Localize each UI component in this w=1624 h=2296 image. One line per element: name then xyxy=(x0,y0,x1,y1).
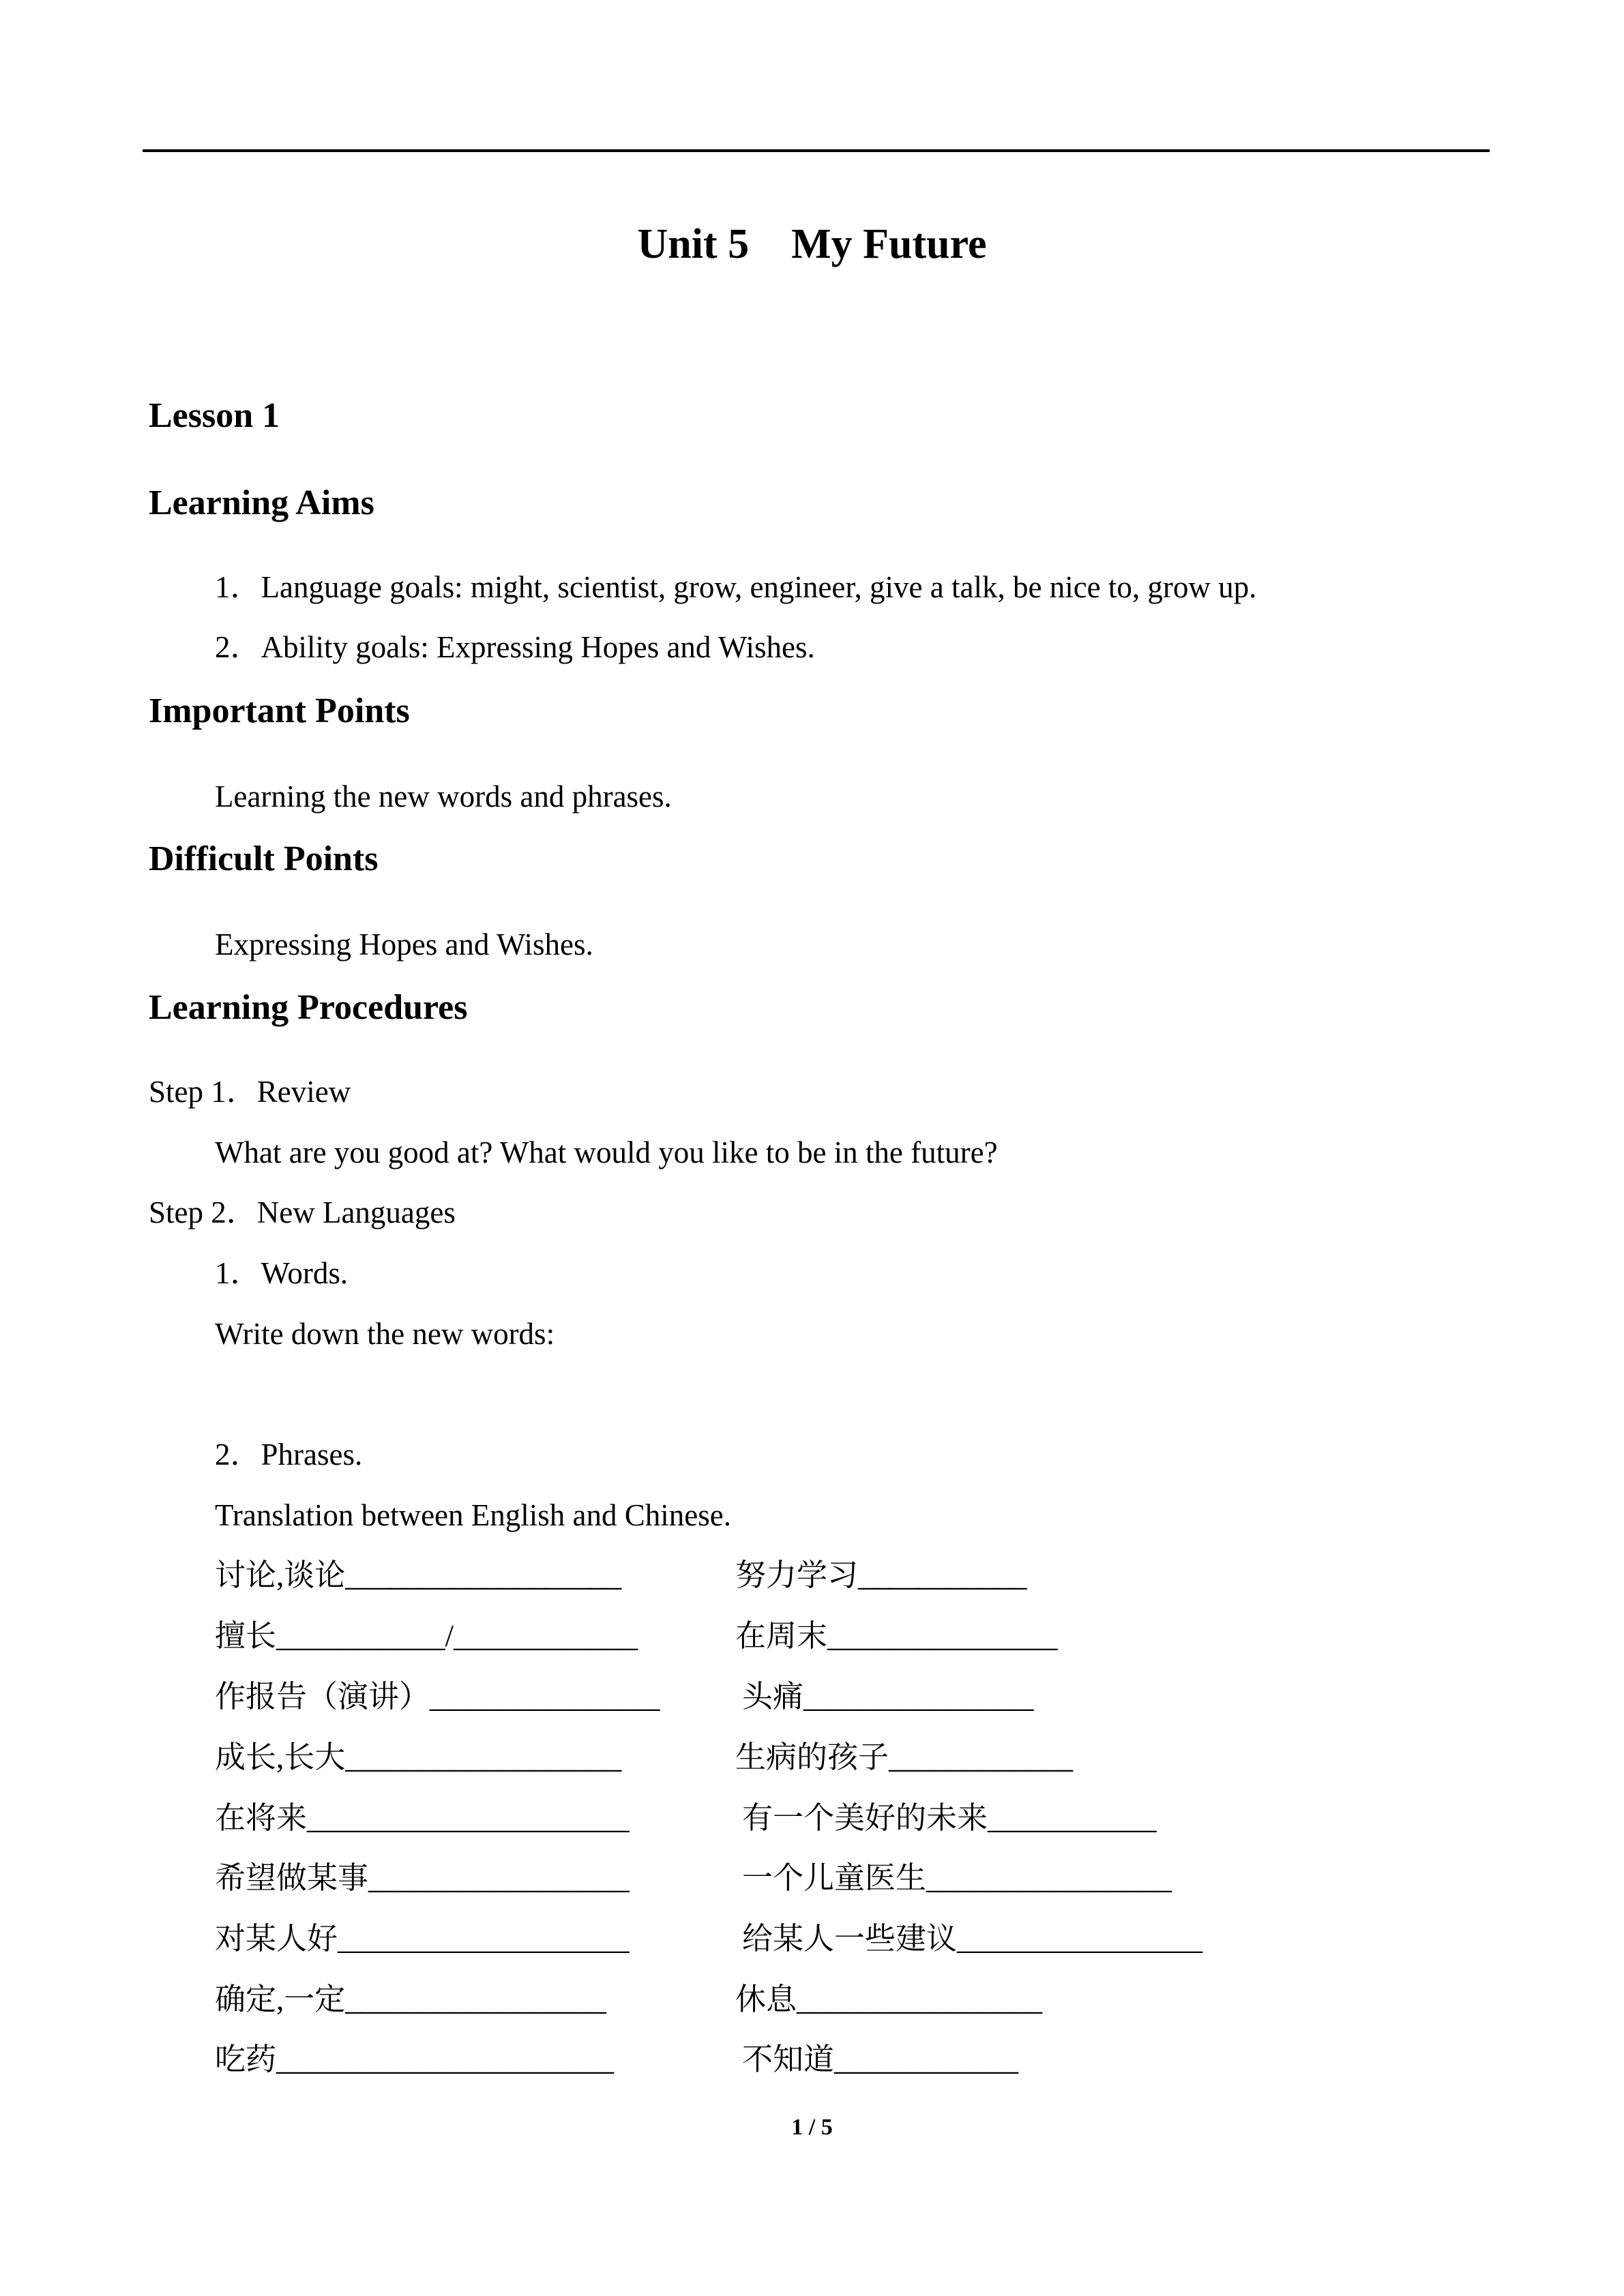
phrase-item: 在周末_______________ xyxy=(735,1619,1058,1653)
words-label: 1．Words. xyxy=(215,1256,349,1290)
aim-item-1: 1．Language goals: might, scientist, grow, engineer, give a talk, be nice to, grow up. xyxy=(215,570,1257,604)
phrase-item: 不知道____________ xyxy=(742,2042,1019,2076)
phrase-item: 讨论,谈论__________________ xyxy=(215,1558,622,1592)
phrase-item: 努力学习___________ xyxy=(735,1558,1027,1592)
difficult-points-text: Expressing Hopes and Wishes. xyxy=(215,927,593,961)
difficult-points-heading: Difficult Points xyxy=(149,839,379,878)
phrase-item: 作报告（演讲）_______________ xyxy=(215,1680,660,1714)
phrases-instruction: Translation between English and Chinese. xyxy=(215,1498,731,1532)
important-points-heading: Important Points xyxy=(149,691,410,730)
phrase-item: 吃药______________________ xyxy=(215,2042,615,2076)
step-1-text: What are you good at? What would you like to be in the future? xyxy=(215,1135,998,1169)
phrase-item: 对某人好___________________ xyxy=(215,1922,630,1956)
phrase-item: 确定,一定_________________ xyxy=(215,1982,606,2016)
step-2-label: Step 2．New Languages xyxy=(149,1195,456,1229)
words-instruction: Write down the new words: xyxy=(215,1317,555,1351)
header-rule xyxy=(143,149,1490,152)
phrase-item: 有一个美好的未来___________ xyxy=(742,1801,1157,1835)
page-number: 1 / 5 xyxy=(791,2115,833,2140)
important-points-text: Learning the new words and phrases. xyxy=(215,779,672,814)
phrase-item: 希望做某事_________________ xyxy=(215,1861,630,1895)
phrase-item: 成长,长大__________________ xyxy=(215,1740,622,1774)
phrase-item: 头痛_______________ xyxy=(742,1680,1034,1714)
learning-procedures-heading: Learning Procedures xyxy=(149,988,468,1027)
phrase-item: 一个儿童医生________________ xyxy=(742,1861,1172,1895)
page-title: Unit 5 My Future xyxy=(637,221,987,267)
phrase-item: 在将来_____________________ xyxy=(215,1801,630,1835)
phrase-item: 擅长___________/____________ xyxy=(215,1619,638,1653)
learning-aims-heading: Learning Aims xyxy=(149,483,374,522)
aim-item-2: 2．Ability goals: Expressing Hopes and Wishes. xyxy=(215,630,815,664)
phrase-item: 生病的孩子____________ xyxy=(735,1740,1074,1774)
phrases-label: 2．Phrases. xyxy=(215,1437,363,1472)
phrase-item: 给某人一些建议________________ xyxy=(742,1922,1203,1956)
lesson-heading: Lesson 1 xyxy=(149,396,280,435)
phrase-item: 休息________________ xyxy=(735,1982,1043,2016)
step-1-label: Step 1．Review xyxy=(149,1075,351,1109)
